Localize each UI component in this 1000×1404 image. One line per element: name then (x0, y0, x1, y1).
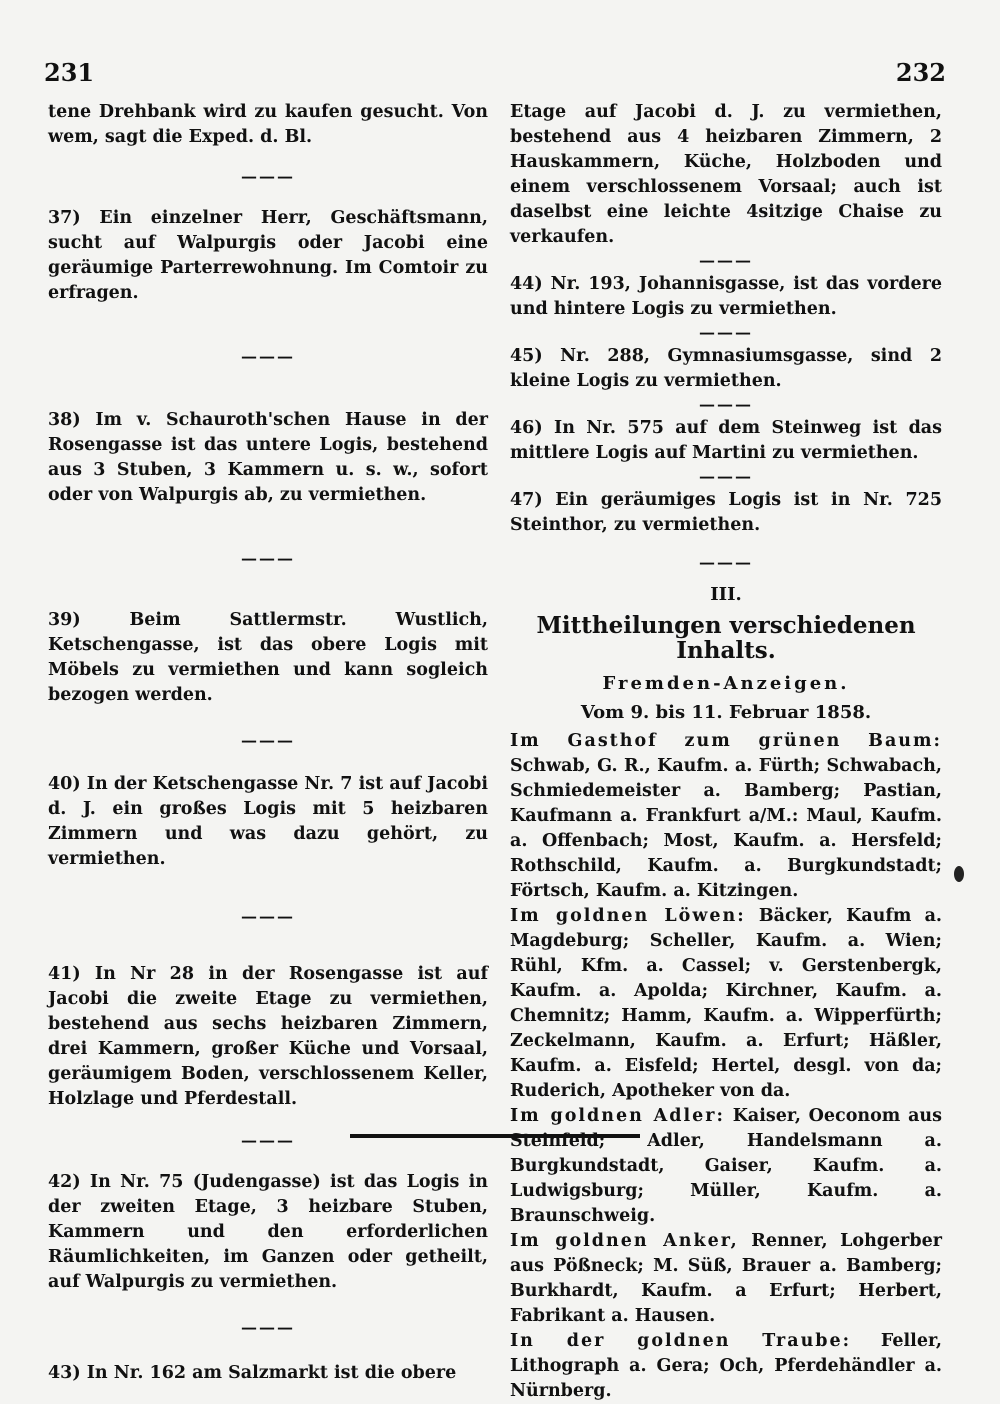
page-number-left: 231 (44, 58, 95, 87)
ad-47: 47) Ein geräumiges Logis ist in Nr. 725 Steinthor, zu vermiethen. (510, 490, 942, 535)
section-date: Vom 9. bis 11. Februar 1858. (580, 702, 872, 723)
hotel-guests: Kaiser, Oeconom aus Steinfeld; Adler, Handelsmann a. Burgkundstadt, Gaiser, Kaufm. a. Ludwigsburg; Müller, Kaufm. a. Braunschweig. (510, 1106, 942, 1226)
hotel-guests: Feller, Lithograph a. Gera; Och, Pferdehändler a. Nürnberg. (510, 1331, 942, 1401)
hotel-name: Im goldnen Löwen: (510, 906, 746, 926)
ad-40: 40) In der Ketschengasse Nr. 7 ist auf Jacobi d. J. ein großes Logis mit 5 heizbaren Zimmern und was dazu gehört, zu vermiethen. (48, 774, 488, 869)
separator: ——— (241, 1131, 295, 1150)
separator: ——— (241, 731, 295, 750)
ad-41: 41) In Nr 28 in der Rosengasse ist auf Jacobi die zweite Etage zu vermiethen, bestehend aus sechs heizbaren Zimmern, drei Kammern, großer Küche und Vorsaal, geräumigem Boden, verschlossenem Keller, Holzlage und Pferdestall. (48, 964, 488, 1109)
separator: ——— (241, 167, 295, 186)
section-title: Mittheilungen verschiedenen Inhalts. (536, 612, 916, 664)
section-subtitle: Fremden-Anzeigen. (602, 673, 850, 694)
left-column (48, 100, 488, 1386)
ink-spot (954, 866, 964, 882)
separator: ——— (241, 549, 295, 568)
hotel-name: Im goldnen Anker, (510, 1231, 739, 1251)
hotel-name: Im goldnen Adler: (510, 1106, 725, 1126)
hotel-entry (510, 904, 942, 1104)
separator: ——— (241, 347, 295, 366)
separator: ——— (699, 251, 753, 270)
separator: ——— (699, 467, 753, 486)
section-number: III. (710, 584, 742, 605)
right-column (510, 100, 942, 1404)
bottom-rule (350, 1134, 640, 1138)
hotel-guests: Bäcker, Kaufm a. Magdeburg; Scheller, Kaufm. a. Wien; Rühl, Kfm. a. Cassel; v. Gerstenbergk, Kaufm. a. Apolda; Kirchner, Kaufm. a. Chemnitz; Hamm, Kaufm. a. Wipperfürth; Zeckelmann, Kaufm. a. Erfurt; Häßler, Kaufm. a. Eisfeld; Hertel, desgl. von da; Ruderich, Apotheker von da. (510, 906, 943, 1101)
ad-continuation: tene Drehbank wird zu kaufen gesucht. Von wem, sagt die Exped. d. Bl. (48, 102, 488, 147)
ad-43: 43) In Nr. 162 am Salzmarkt ist die obere (48, 1363, 457, 1383)
separator: ——— (699, 323, 753, 342)
ad-45: 45) Nr. 288, Gymnasiumsgasse, sind 2 kleine Logis zu vermiethen. (510, 346, 942, 391)
separator: ——— (699, 395, 753, 414)
ad-46: 46) In Nr. 575 auf dem Steinweg ist das mittlere Logis auf Martini zu vermiethen. (510, 418, 942, 463)
hotel-entry (510, 1329, 942, 1404)
separator: ——— (241, 1318, 295, 1337)
separator: ——— (699, 553, 753, 572)
hotel-entry (510, 1104, 942, 1229)
hotel-entry (510, 729, 942, 904)
ad-38: 38) Im v. Schauroth'schen Hause in der Rosengasse ist das untere Logis, bestehend aus 3 Stuben, 3 Kammern u. s. w., sofort oder von Walpurgis ab, zu vermiethen. (48, 410, 488, 505)
ad-43-continuation: Etage auf Jacobi d. J. zu vermiethen, bestehend aus 4 heizbaren Zimmern, 2 Hauskammern, Küche, Holzboden und einem verschlossenem Vorsaal; auch ist daselbst eine leichte 4sitzige Chaise zu verkaufen. (510, 102, 942, 247)
hotel-guests: Schwab, G. R., Kaufm. a. Fürth; Schwabach, Schmiedemeister a. Bamberg; Pastian, Kaufmann a. Frankfurt a/M.: Maul, Kaufm. a. Offenbach; Most, Kaufm. a. Hersfeld; Rothschild, Kaufm. a. Burgkundstadt; Förtsch, Kaufm. a. Kitzingen. (510, 756, 942, 901)
ad-44: 44) Nr. 193, Johannisgasse, ist das vordere und hintere Logis zu vermiethen. (510, 274, 942, 319)
page-number-right: 232 (895, 58, 946, 87)
hotel-name: In der goldnen Traube: (510, 1331, 852, 1351)
separator: ——— (241, 907, 295, 926)
hotel-name: Im Gasthof zum grünen Baum: (510, 731, 942, 751)
hotel-entry (510, 1229, 942, 1329)
ad-42: 42) In Nr. 75 (Judengasse) ist das Logis in der zweiten Etage, 3 heizbare Stuben, Kammern und den erforderlichen Räumlichkeiten, im Ganzen oder getheilt, auf Walpurgis zu vermiethen. (48, 1172, 488, 1292)
ad-37: 37) Ein einzelner Herr, Geschäftsmann, sucht auf Walpurgis oder Jacobi eine geräumige Parterrewohnung. Im Comtoir zu erfragen. (48, 208, 488, 303)
hotel-guests: Renner, Lohgerber aus Pößneck; M. Süß, Brauer a. Bamberg; Burkhardt, Kaufm. a Erfurt; Herbert, Fabrikant a. Hausen. (510, 1231, 942, 1326)
ad-39: 39) Beim Sattlermstr. Wustlich, Ketschengasse, ist das obere Logis mit Möbels zu vermiethen und kann sogleich bezogen werden. (48, 610, 488, 705)
